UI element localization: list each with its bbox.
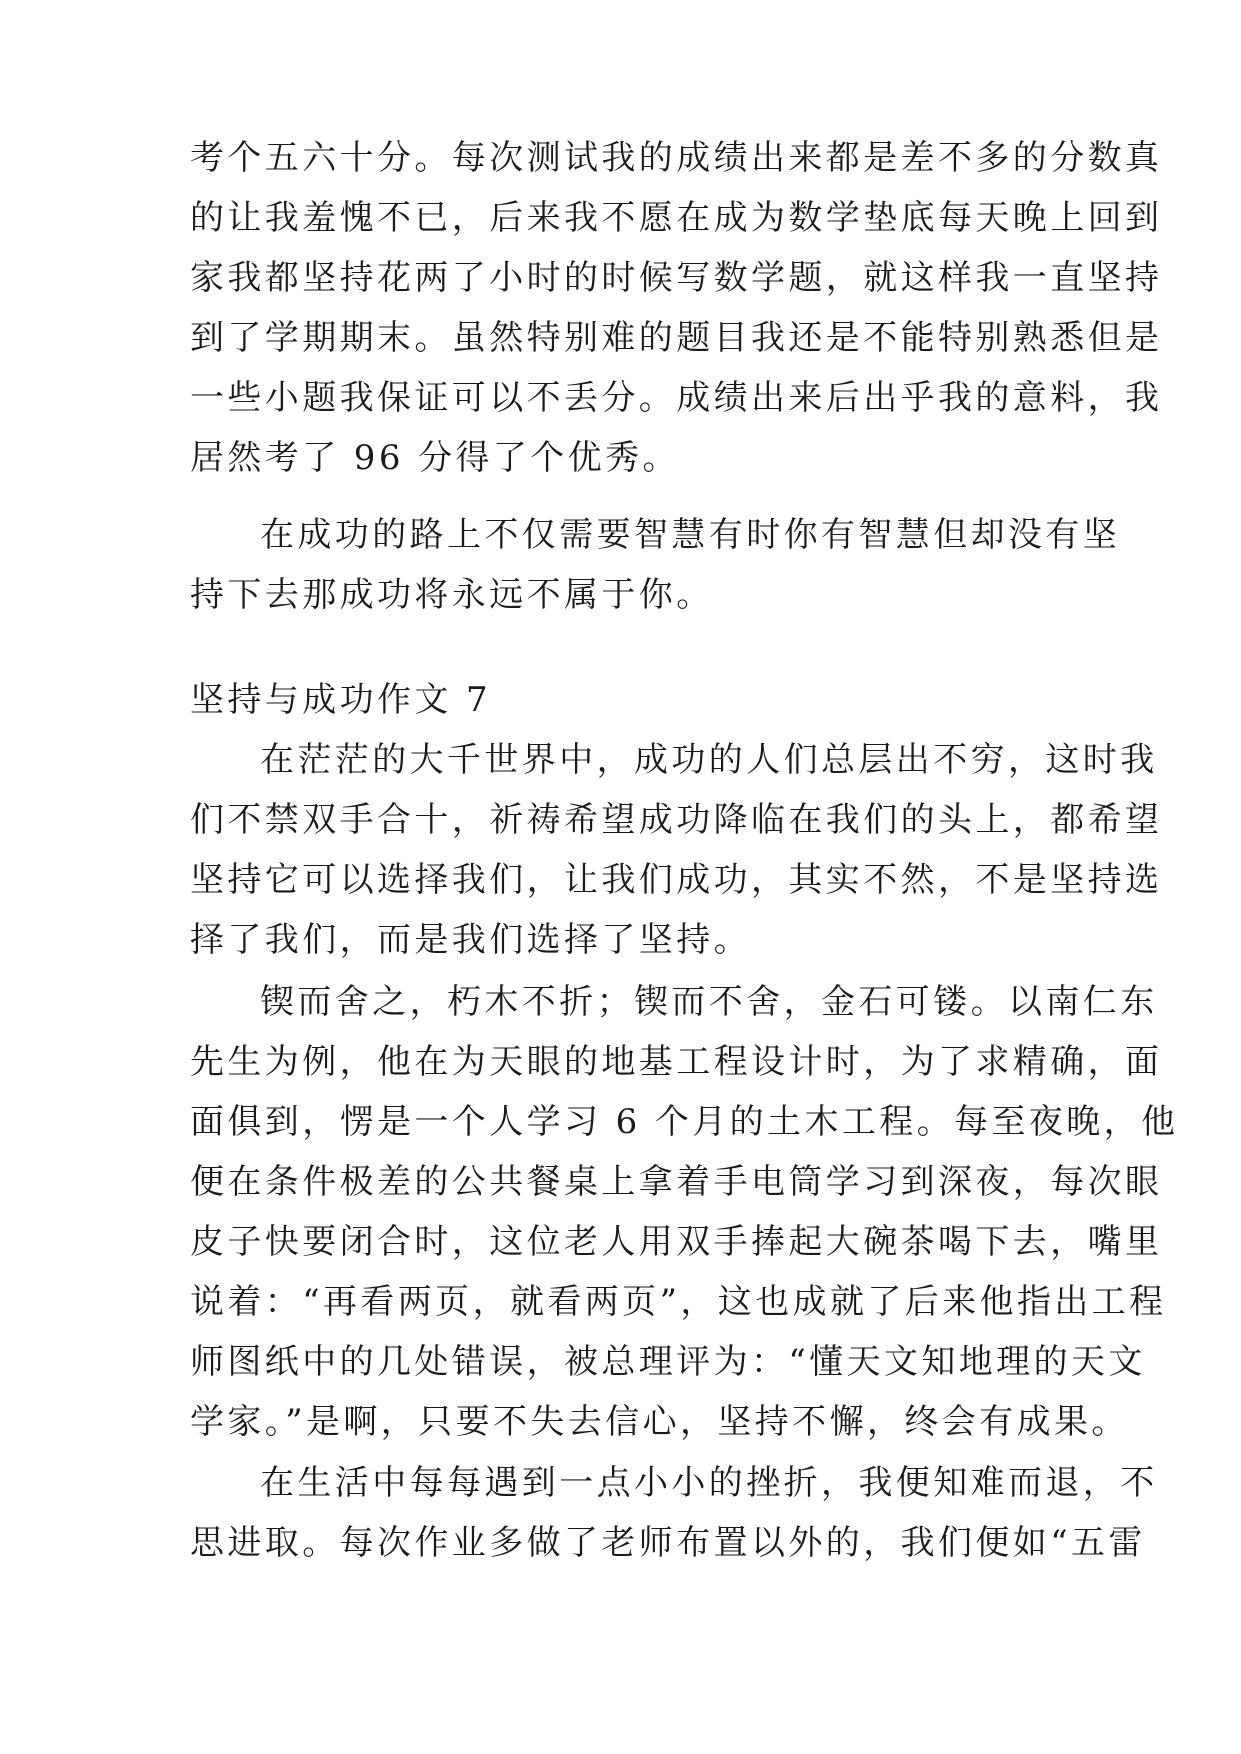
text-line: 面俱到，愣是一个人学习 6 个月的土木工程。每至夜晚，他 (190, 1102, 1179, 1142)
text-line: 家我都坚持花两了小时的时候写数学题，就这样我一直坚持 (190, 258, 1163, 298)
paragraph-4 (190, 972, 1179, 1452)
text-line: 皮子快要闭合时，这位老人用双手捧起大碗茶喝下去，嘴里 (190, 1222, 1163, 1262)
text-line: 师图纸中的几处错误，被总理评为：“懂天文知地理的天文 (190, 1342, 1146, 1382)
paragraph-5 (190, 1453, 1158, 1573)
section-title: 坚持与成功作文 7 (190, 680, 492, 720)
text-line: 一些小题我保证可以不丢分。成绩出来后出乎我的意料，我 (190, 378, 1163, 418)
text-line: 居然考了 96 分得了个优秀。 (190, 438, 680, 478)
text-line: 学家。”是啊，只要不失去信心，坚持不懈，终会有成果。 (190, 1402, 1129, 1442)
text-line: 坚持它可以选择我们，让我们成功，其实不然，不是坚持选 (190, 860, 1163, 900)
text-line: 说着：“再看两页，就看两页”，这也成就了后来他指出工程 (190, 1282, 1167, 1322)
paragraph-3 (190, 730, 1163, 970)
text-line: 思进取。每次作业多做了老师布置以外的，我们便如“五雷 (190, 1523, 1146, 1563)
text-line: 便在条件极差的公共餐桌上拿着手电筒学习到深夜，每次眼 (190, 1162, 1163, 1202)
text-line: 在成功的路上不仅需要智慧有时你有智慧但却没有坚 (260, 515, 1121, 555)
text-line: 择了我们，而是我们选择了坚持。 (190, 920, 751, 960)
text-line: 到了学期期末。虽然特别难的题目我还是不能特别熟悉但是 (190, 318, 1163, 358)
section-title-block (190, 670, 1050, 730)
text-line: 的让我羞愧不已，后来我不愿在成为数学垫底每天晚上回到 (190, 198, 1163, 238)
text-line: 锲而舍之，朽木不折；锲而不舍，金石可镂。以南仁东 (260, 982, 1158, 1022)
text-line: 持下去那成功将永远不属于你。 (190, 575, 714, 615)
text-line: 先生为例，他在为天眼的地基工程设计时，为了求精确，面 (190, 1042, 1163, 1082)
text-line: 们不禁双手合十，祈祷希望成功降临在我们的头上，都希望 (190, 800, 1163, 840)
text-line: 在茫茫的大千世界中，成功的人们总层出不穷，这时我 (260, 740, 1158, 780)
text-line: 考个五六十分。每次测试我的成绩出来都是差不多的分数真 (190, 138, 1163, 178)
text-line: 在生活中每每遇到一点小小的挫折，我便知难而退，不 (260, 1463, 1158, 1503)
paragraph-1 (190, 128, 1163, 488)
paragraph-2 (190, 505, 1121, 625)
